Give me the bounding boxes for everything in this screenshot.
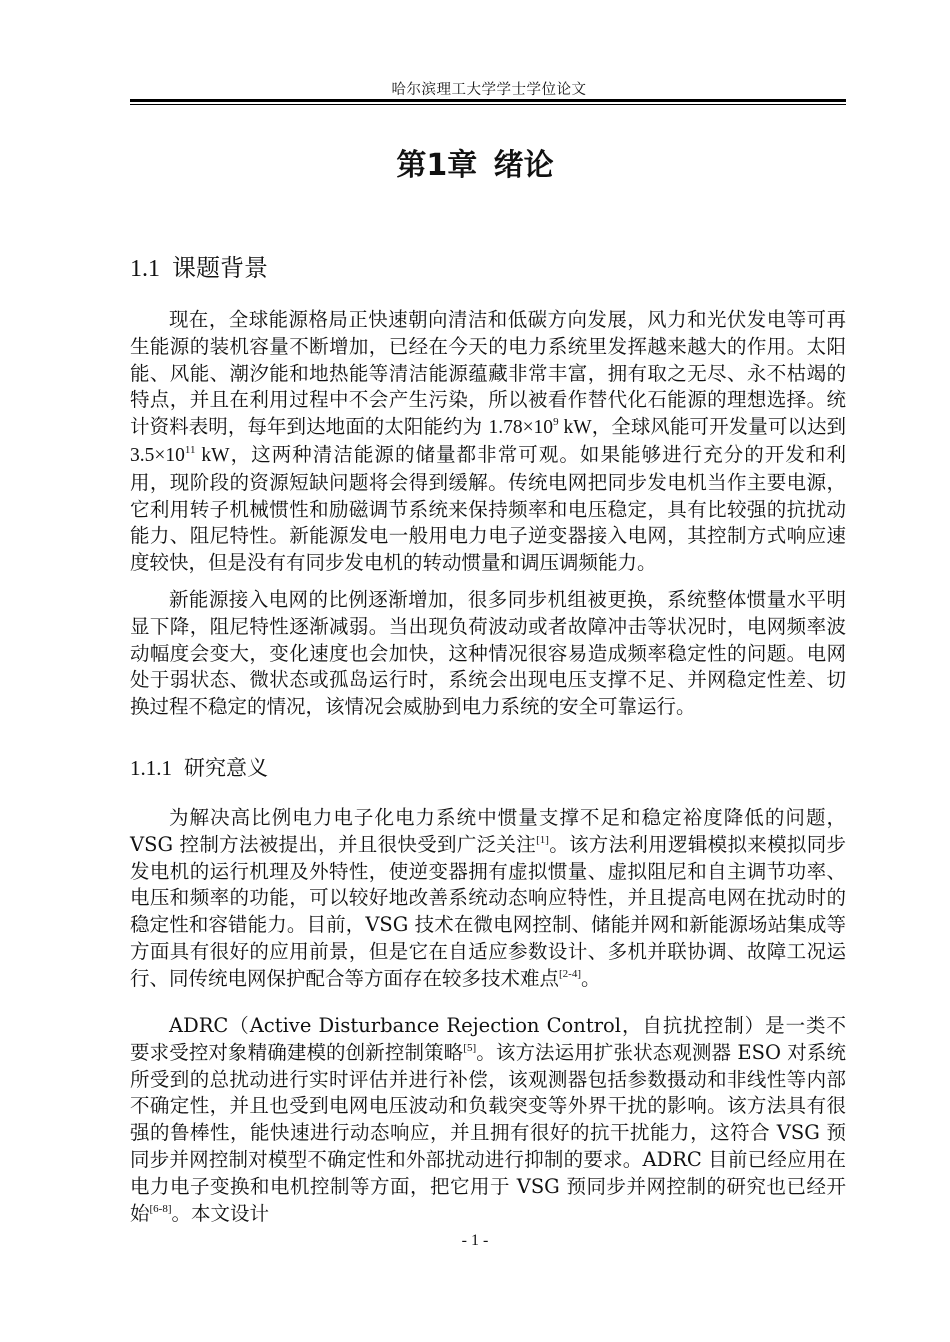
citation-ref: [6-8] <box>149 1202 172 1215</box>
running-header: 哈尔滨理工大学学士学位论文 <box>391 82 587 98</box>
subsection-heading <box>130 752 268 782</box>
header-rule-thin <box>130 104 846 105</box>
unit: kW <box>558 417 592 439</box>
section-heading <box>130 248 268 283</box>
subsection-number: 1.1.1 <box>130 756 172 780</box>
paragraph: 新能源接入电网的比例逐渐增加，很多同步机组被更换，系统整体惯量水平明显下降，阻尼特性逐渐减弱。当出现负荷波动或者故障冲击等状况时，电网频率波动幅度会变大，变化速度也会加快，这种情况很容易造成频率稳定性的问题。电网处于弱状态、微状态或孤岛运行时，系统会出现电压支撑不足、并网稳定性差、切换过程不稳定的情况，该情况会威胁到电力系统的安全可靠运行。 <box>130 588 846 719</box>
paragraph-text: 现在，全球能源格局正快速朝向清洁和低碳方向发展，风力和光伏发电等可再生能源的装机容量不断增加，已经在今天的电力系统里发挥越来越大的作用。太阳能、风能、潮汐能和地热能等清洁能源蕴藏非常丰富，拥有取之无尽、永不枯竭的特点，并且在利用过程中不会产生污染，所以被看作替代化石能源的理想选择。统计资料表明，每年到达地面的太阳能约为 <box>130 308 846 439</box>
paragraph <box>130 1013 846 1227</box>
paragraph-text: ，这两种清洁能源的储量都非常可观。如果能够进行充分的开发和利用，现阶段的资源短缺问题将会得到缓解。传统电网把同步发电机当作主要电源，它利用转子机械惯性和励磁调节系统来保持频率和电压稳定，具有比较强的抗扰动能力、阻尼特性。新能源发电一般用电力电子逆变器接入电网，其控制方式响应速度较快，但是没有有同步发电机的转动惯量和调压调频能力。 <box>130 442 846 575</box>
paragraph-text: ，全球风能可开发量可以达到 <box>591 415 847 439</box>
section-title: 课题背景 <box>172 254 268 282</box>
exponent: 11 <box>184 443 196 456</box>
paragraph-text: 。该方法利用逻辑模拟来模拟同步发电机的运行机理及外特性，使逆变器拥有虚拟惯量、虚拟阻尼和自主调节功率、电压和频率的功能，可以较好地改善系统动态响应特性，并且提高电网在扰动时的稳定性和容错能力。目前，VSG 技术在微电网控制、储能并网和新能源场站集成等方面具有很好的应用前景，但是它在自适应参数设计、多机并联协调、故障工况运行、同传统电网保护配合等方面存在较多技术难点 <box>130 832 846 990</box>
paragraph-text: 为解决高比例电力电子化电力系统中惯量支撑不足和稳定裕度降低的问题，VSG 控制方法被提出，并且很快受到广泛关注 <box>130 806 846 856</box>
section-number: 1.1 <box>130 256 160 282</box>
paragraph-text: 。本文设计 <box>171 1201 270 1225</box>
citation-ref: [2-4] <box>559 967 582 980</box>
paragraph-text: 。 <box>581 966 601 990</box>
paragraph <box>130 805 846 993</box>
paragraph-text: 。该方法运用扩张状态观测器 ESO 对系统所受到的总扰动进行实时评估并进行补偿，该观测器包括参数摄动和非线性等内部不确定性，并且也受到电网电压波动和负载突变等外界干扰的影响。该方法具有很强的鲁棒性，能快速进行动态响应，并且拥有很好的抗干扰能力，这符合 VSG 预同步并网控制对模型不确定性和外部扰动进行抑制的要求。ADRC 目前已经应用在电力电子变换和电机控制等方面，把它用于 VSG 预同步并网控制的研究也已经开始 <box>130 1040 846 1225</box>
paragraph-text: ADRC（Active Disturbance Rejection Control，自抗扰控制）是一类不要求受控对象精确建模的创新控制策略 <box>130 1014 846 1064</box>
paragraph <box>130 307 846 577</box>
exponent: 9 <box>553 416 559 429</box>
header-rule-thick <box>130 99 846 102</box>
chapter-title: 第1章 绪论 <box>396 148 554 183</box>
subsection-title: 研究意义 <box>184 756 268 780</box>
page-number: - 1 - <box>461 1232 489 1249</box>
citation-ref: [1] <box>536 833 549 846</box>
unit: kW <box>195 444 230 466</box>
citation-ref: [5] <box>463 1041 477 1054</box>
solar-energy-value: 1.78×10 <box>488 417 554 439</box>
wind-energy-value: 3.5×10 <box>130 444 185 466</box>
